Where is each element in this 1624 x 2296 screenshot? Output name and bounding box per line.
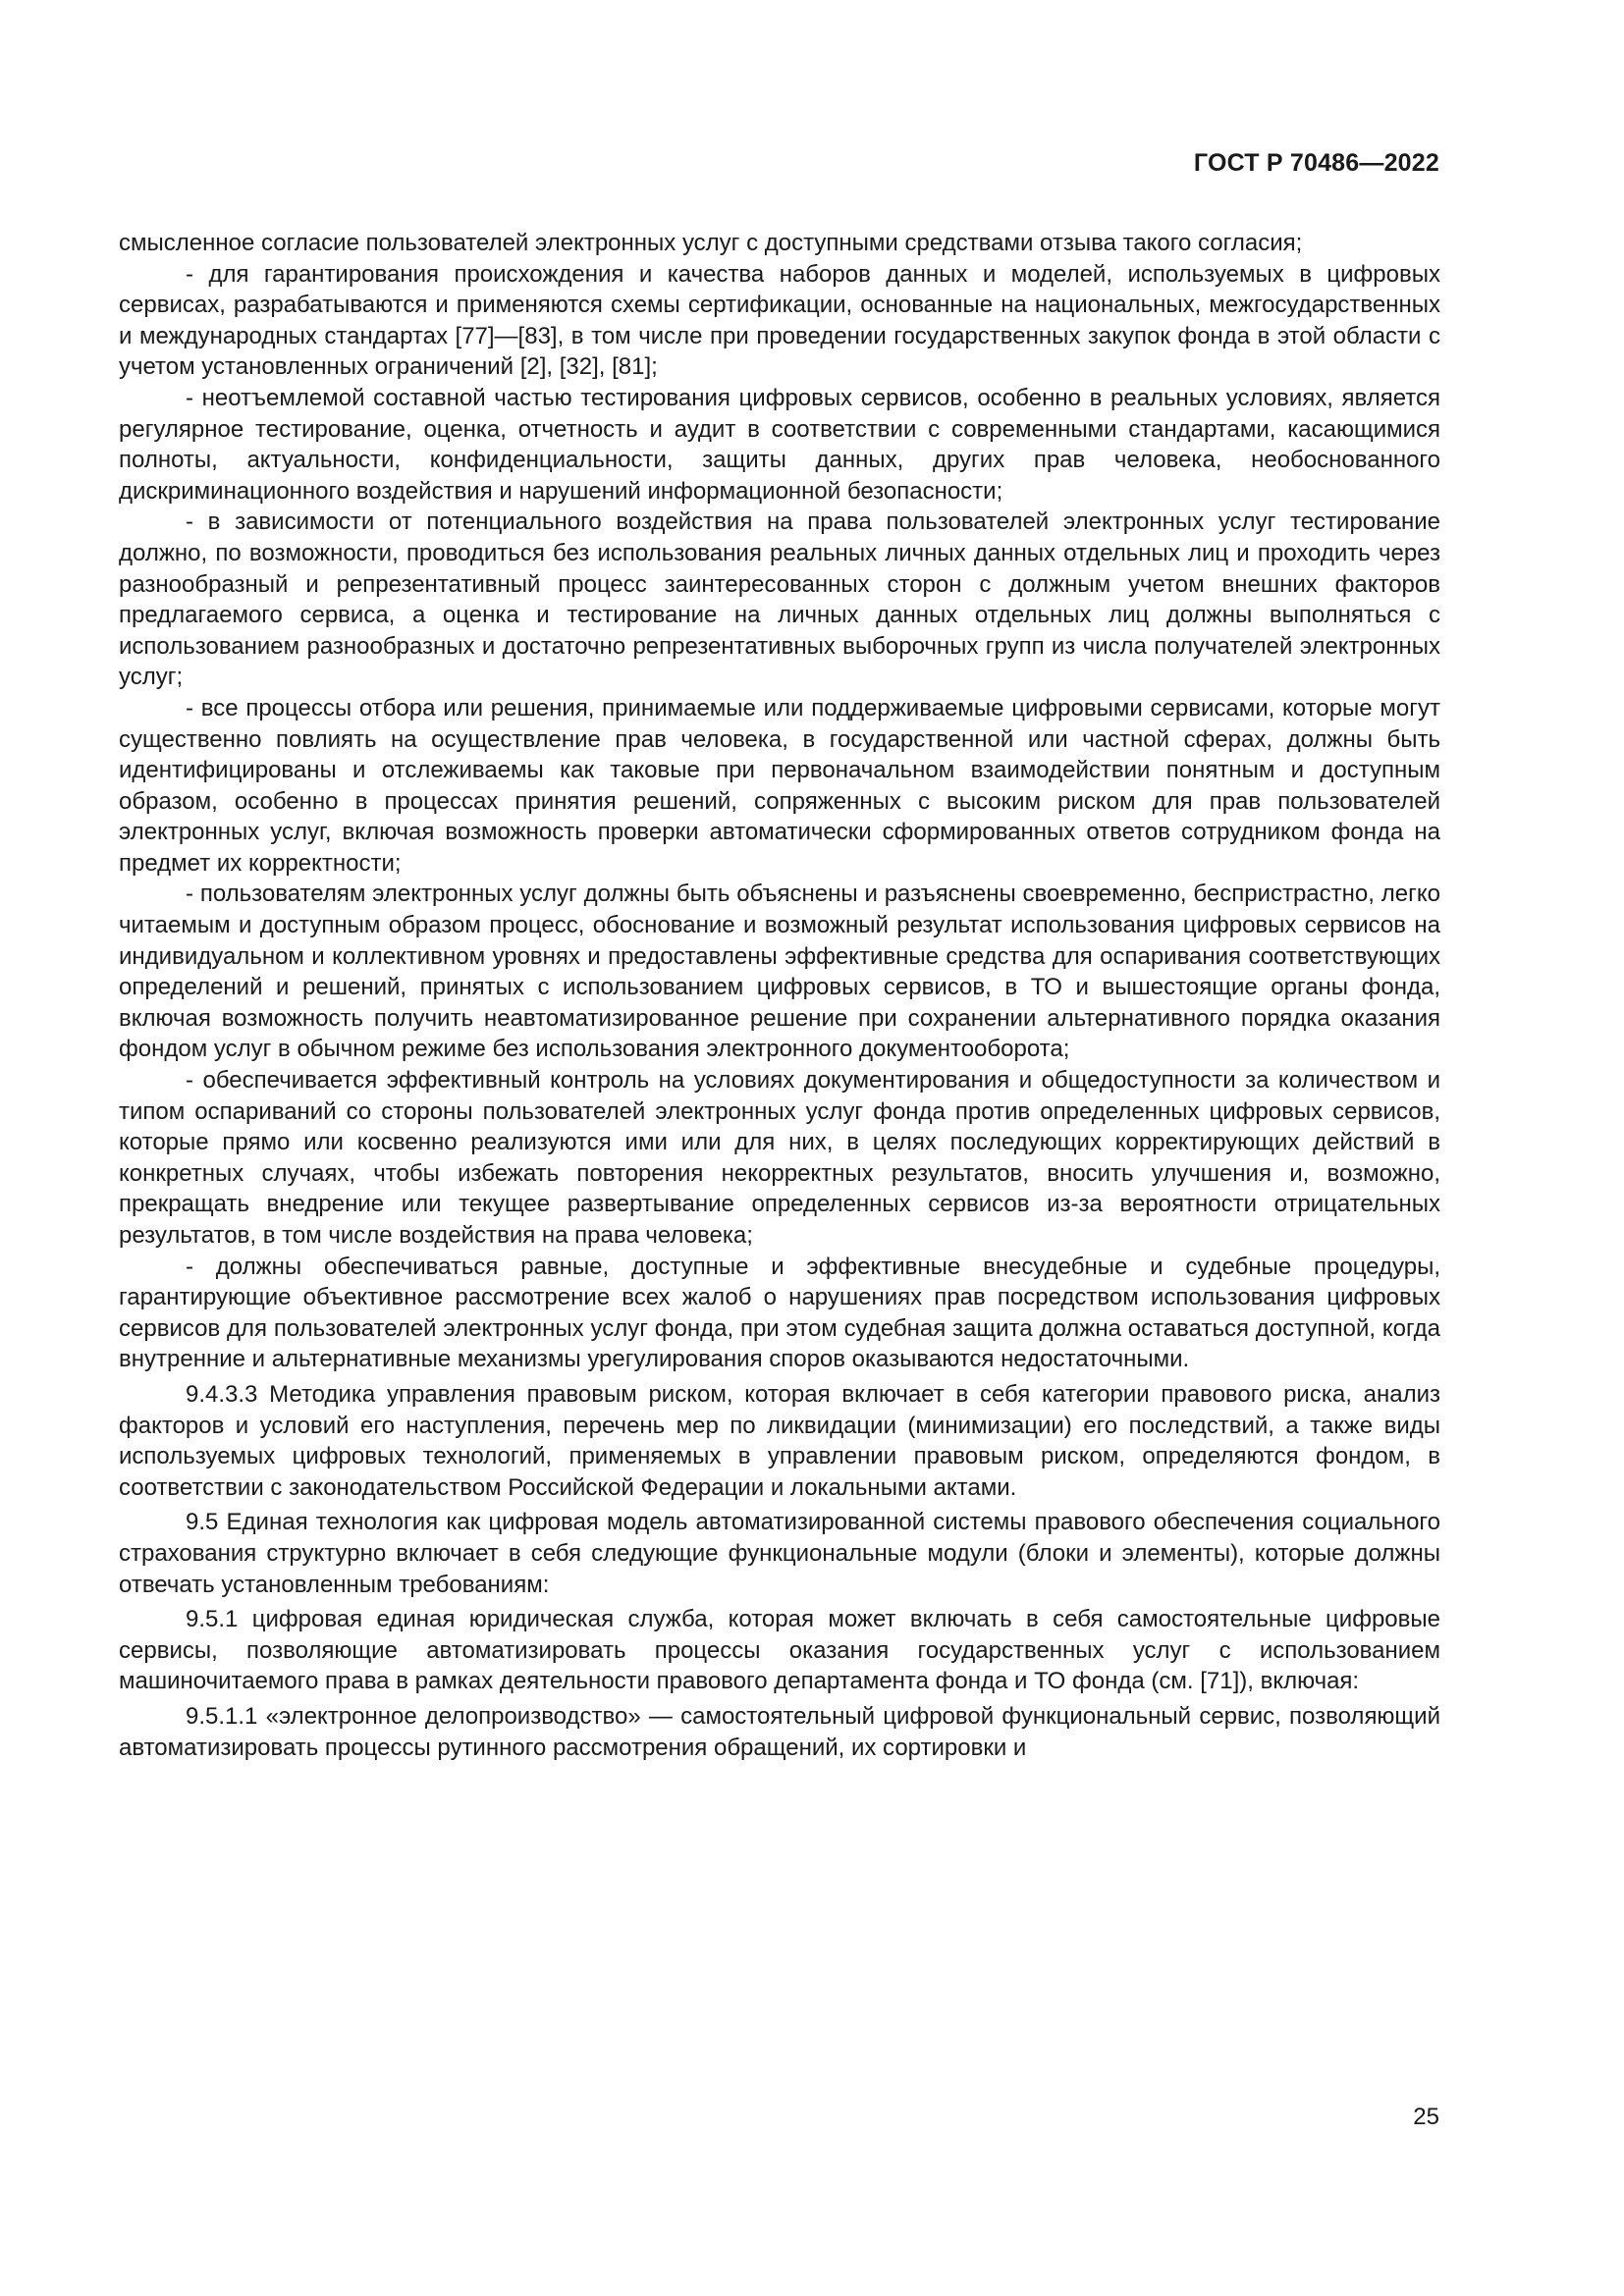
paragraph-continuation: смысленное согласие пользователей электронных услуг с доступными средствами отзыва такого согласия; bbox=[119, 230, 1303, 256]
list-item-testing: - неотъемлемой составной частью тестирования цифровых сервисов, особенно в реальных условиях, является регулярное тестирование, оценка, отчетность и аудит в соответствии с современными стандартами, касающимися полноты, актуальности, конфиденциальности, защиты данных, других прав человека, необоснованного дискриминационного воздействия и нарушений информационной безопасности; bbox=[119, 384, 1440, 505]
list-item-control: - обеспечивается эффективный контроль на условиях документирования и общедоступности за количеством и типом оспариваний со стороны пользователей электронных услуг фонда против определенных цифровых сервисов, которые прямо или косвенно реализуются ими или для них, в целях последующих корректирующих действий в конкретных случаях, чтобы избежать повторения некорректных результатов, вносить улучшения и, возможно, прекращать внедрение или текущее развертывание определенных сервисов из-за вероятности отрицательных результатов, в том числе воздействия на права человека; bbox=[119, 1067, 1440, 1249]
list-item-procedures: - должны обеспечиваться равные, доступные и эффективные внесудебные и судебные процедуры, гарантирующие объективное рассмотрение всех жалоб о нарушениях прав посредством использования цифровых сервисов для пользователей электронных услуг фонда, при этом судебная защита должна оставаться доступной, когда внутренние и альтернативные механизмы урегулирования споров оказываются недостаточными. bbox=[119, 1253, 1440, 1373]
list-item-decision-processes: - все процессы отбора или решения, принимаемые или поддерживаемые цифровыми сервисами, которые могут существенно повлиять на осуществление прав человека, в государственной или частной сферах, должны быть идентифицированы и отслеживаемы как таковые при первоначальном взаимодействии понятным и доступным образом, особенно в процессах принятия решений, сопряженных с высоким риском для прав пользователей электронных услуг, включая возможность проверки автоматически сформированных ответов сотрудником фонда на предмет их корректности; bbox=[119, 694, 1440, 877]
list-item-explanation: - пользователям электронных услуг должны быть объяснены и разъяснены своевременно, беспристрастно, легко читаемым и доступным образом процесс, обоснование и возможный результат использования цифровых сервисов на индивидуальном и коллективном уровнях и предоставлены эффективные средства для оспаривания соответствующих определений и решений, принятых с использованием цифровых сервисов, в ТО и вышестоящие органы фонда, включая возможность получить неавтоматизированное решение при сохранении альтернативного порядка оказания фондом услуг в обычном режиме без использования электронного документооборота; bbox=[119, 881, 1440, 1063]
page-number: 25 bbox=[1413, 2104, 1439, 2130]
list-item-certification: - для гарантирования происхождения и качества наборов данных и моделей, используемых в цифровых сервисах, разрабатываются и применяются схемы сертификации, основанные на национальных, межгосударственных и международных стандартах [77]—[83], в том числе при проведении государственных закупок фонда в этой области с учетом установленных ограничений [2], [32], [81]; bbox=[119, 260, 1440, 381]
list-item-personal-data: - в зависимости от потенциального воздействия на права пользователей электронных услуг тестирование должно, по возможности, проводиться без использования реальных личных данных отдельных лиц и проходить через разнообразный и репрезентативный процесс заинтересованных сторон с должным учетом внешних факторов предлагаемого сервиса, а оценка и тестирование на личных данных отдельных лиц должны выполняться с использованием разнообразных и достаточно репрезентативных выборочных групп из числа получателей электронных услуг; bbox=[119, 508, 1440, 691]
document-body bbox=[119, 228, 1440, 1763]
section-9-4-3-3: 9.4.3.3 Методика управления правовым риском, которая включает в себя категории правового риска, анализ факторов и условий его наступления, перечень мер по ликвидации (минимизации) его последствий, а также виды используемых цифровых технологий, применяемых в управлении правовым риском, определяются фондом, в соответствии с законодательством Российской Федерации и локальными актами. bbox=[119, 1380, 1440, 1501]
section-9-5: 9.5 Единая технология как цифровая модель автоматизированной системы правового обеспечения социального страхования структурно включает в себя следующие функциональные модули (блоки и элементы), которые должны отвечать установленным требованиям: bbox=[119, 1509, 1440, 1598]
document-header: ГОСТ Р 70486—2022 bbox=[1193, 149, 1439, 177]
section-9-5-1-1: 9.5.1.1 «электронное делопроизводство» — самостоятельный цифровой функциональный сервис, позволяющий автоматизировать процессы рутинного рассмотрения обращений, их сортировки и bbox=[119, 1702, 1440, 1761]
section-9-5-1: 9.5.1 цифровая единая юридическая служба, которая может включать в себя самостоятельные цифровые сервисы, позволяющие автоматизировать процессы оказания государственных услуг с использованием машиночитаемого права в рамках деятельности правового департамента фонда и ТО фонда (см. [71]), включая: bbox=[119, 1606, 1440, 1695]
